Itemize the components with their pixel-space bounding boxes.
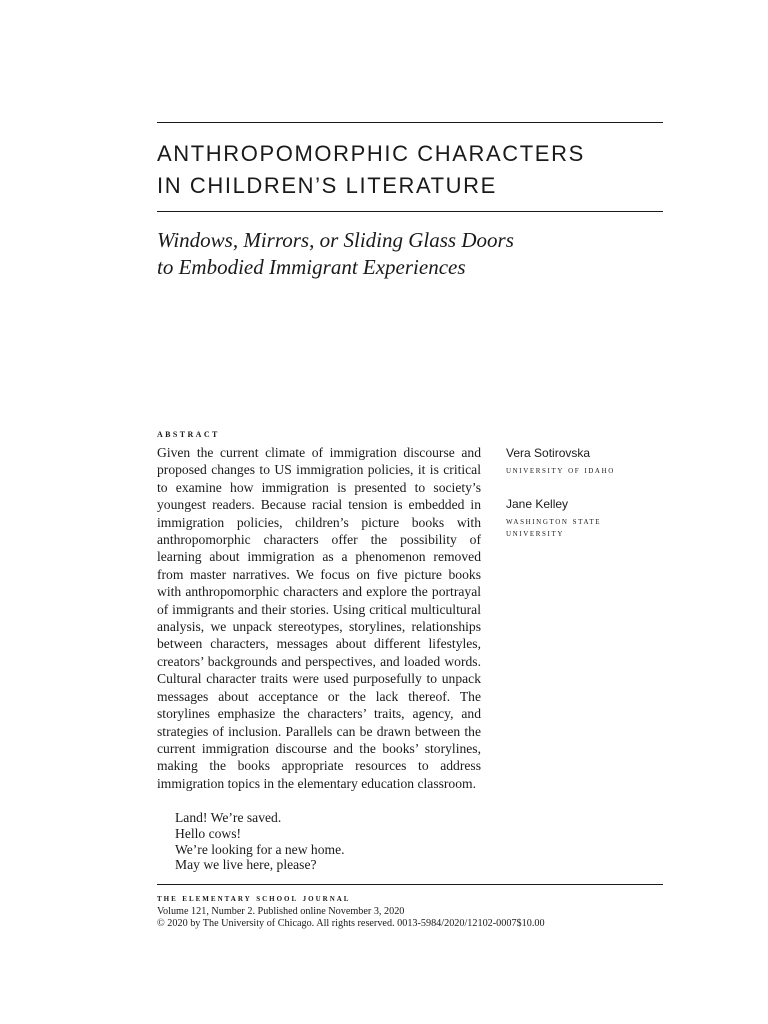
epigraph-line: May we live here, please? — [175, 857, 317, 873]
author-affiliation: university of idaho — [506, 465, 615, 476]
epigraph-line: Hello cows! — [175, 825, 242, 841]
abstract-heading: abstract — [157, 428, 220, 440]
abstract-text: Given the current climate of immigration discourse and proposed changes to US immigration policies, it is critical to examine how immigration is presented to society’s youngest readers. Because racial tension is embedded in immigration policies, children’s picture books with anthropomorphic characters offer the possibility of learning about immigration as a phenomenon removed from master narratives. We focus on five picture books with anthropomorphic characters and explore the portrayal of immigrants and their stories. Using critical multicultural analysis, we unpack stereotypes, storylines, relationships between characters, messages about different lifestyles, creators’ backgrounds and perspectives, and loaded words. Cultural character traits were used purposefully to unpack messages about acceptance or the lack thereof. The storylines emphasize the characters’ traits, agency, and strategies of inclusion. Parallels can be drawn between the current immigration discourse and the books’ storylines, making the books appropriate resources to address immigration topics in the elementary education classroom. — [157, 445, 481, 791]
epigraph — [175, 810, 475, 873]
author-column — [506, 445, 666, 540]
article-subtitle — [157, 227, 663, 281]
top-rule — [157, 122, 663, 123]
title-line-1: ANTHROPOMORPHIC CHARACTERS — [157, 141, 585, 166]
author-name: Vera Sotirovska — [506, 446, 591, 460]
copyright-line: © 2020 by The University of Chicago. All rights reserved. 0013-5984/2020/12102-0007$10.00 — [157, 918, 545, 929]
volume-line: Volume 121, Number 2. Published online November 3, 2020 — [157, 906, 405, 917]
author-affiliation: university — [506, 528, 564, 539]
title-line-2: IN CHILDREN’S LITERATURE — [157, 173, 497, 198]
epigraph-line: Land! We’re saved. — [175, 810, 282, 825]
article-title — [157, 138, 663, 202]
subtitle-line-2: to Embodied Immigrant Experiences — [157, 255, 466, 279]
subtitle-line-1: Windows, Mirrors, or Sliding Glass Doors — [157, 228, 514, 252]
author-block — [506, 445, 666, 477]
title-rule — [157, 211, 663, 212]
journal-name: the elementary school journal — [157, 893, 351, 904]
footer-rule — [157, 884, 663, 885]
epigraph-line: We’re looking for a new home. — [175, 841, 345, 857]
author-name: Jane Kelley — [506, 497, 569, 511]
author-affiliation: washington state — [506, 516, 602, 527]
author-block — [506, 496, 666, 540]
